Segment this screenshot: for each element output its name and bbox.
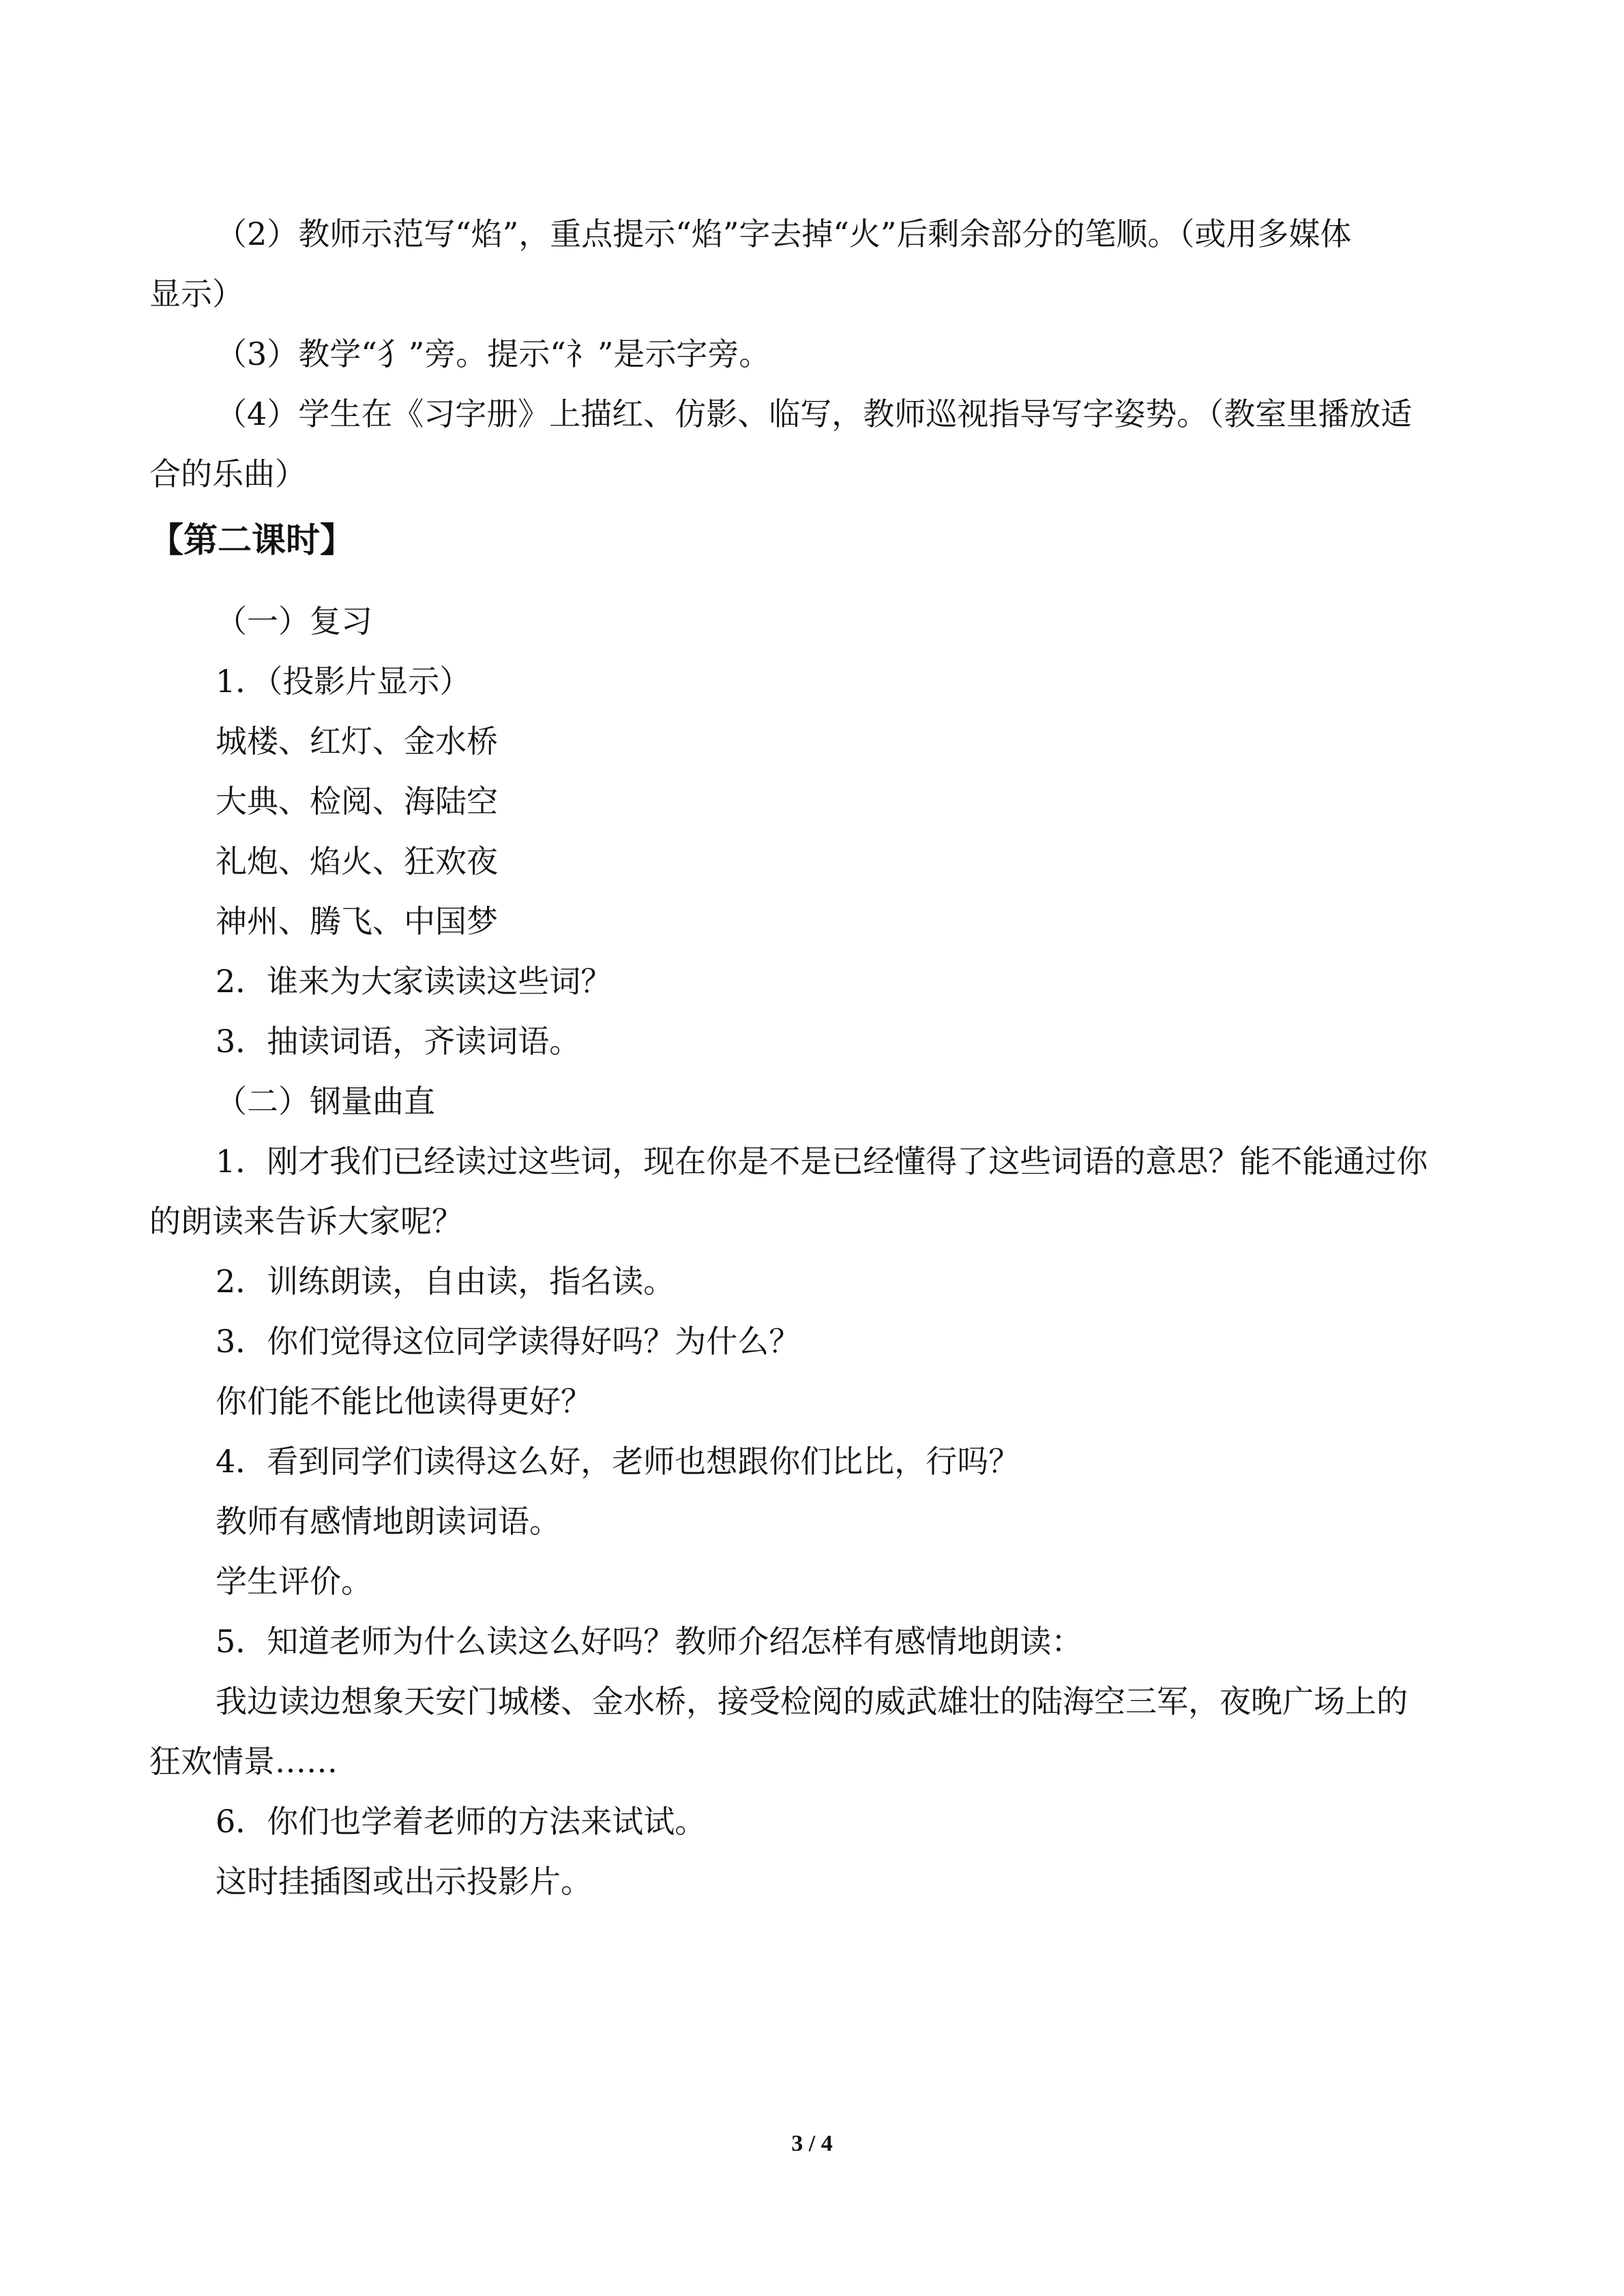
paragraph-line: 城楼、红灯、金水桥 [216,723,498,760]
paragraph-line: （3）教学“犭”旁。提示“礻”是示字旁。 [216,336,771,372]
paragraph-line: 礼炮、焰火、狂欢夜 [216,843,498,880]
paragraph-line: 6．你们也学着老师的方法来试试。 [216,1803,707,1840]
section-heading: 【第二课时】 [149,520,354,560]
paragraph-line: 狂欢情景…… [149,1743,338,1780]
paragraph-line: 3．你们觉得这位同学读得好吗？为什么？ [216,1323,801,1360]
paragraph-line: 学生评价。 [216,1563,372,1600]
paragraph-line: 显示） [149,275,243,312]
paragraph-line: （2）教师示范写“焰”，重点提示“焰”字去掉“火”后剩余部分的笔顺。（或用多媒体 [216,215,1352,252]
paragraph-line: 3．抽读词语，齐读词语。 [216,1023,581,1060]
paragraph-line: （4）学生在《习字册》上描红、仿影、临写，教师巡视指导写字姿势。（教室里播放适 [216,396,1413,432]
paragraph-line: 4．看到同学们读得这么好，老师也想跟你们比比，行吗？ [216,1443,1020,1480]
paragraph-line: 教师有感情地朗读词语。 [216,1503,561,1540]
paragraph-line: 1．（投影片显示） [216,663,471,700]
paragraph-line: 我边读边想象天安门城楼、金水桥，接受检阅的威武雄壮的陆海空三军，夜晚广场上的 [216,1683,1408,1720]
paragraph-line: 神州、腾飞、中国梦 [216,903,498,940]
paragraph-line: 5．知道老师为什么读这么好吗？教师介绍怎样有感情地朗读： [216,1623,1083,1660]
paragraph-line: 2．训练朗读，自由读，指名读。 [216,1263,675,1300]
paragraph-line: 这时挂插图或出示投影片。 [216,1863,592,1900]
paragraph-line: （一）复习 [216,603,372,640]
paragraph-line: 大典、检阅、海陆空 [216,783,498,820]
paragraph-line: 1．刚才我们已经读过这些词，现在你是不是已经懂得了这些词语的意思？能不能通过你 [216,1143,1428,1180]
paragraph-line: 2．谁来为大家读读这些词？ [216,963,612,1000]
page-number: 3 / 4 [791,2131,833,2156]
paragraph-line: 你们能不能比他读得更好？ [216,1383,592,1420]
paragraph-line: 的朗读来告诉大家呢？ [149,1203,463,1240]
paragraph-line: （二）钢量曲直 [216,1083,435,1120]
paragraph-line: 合的乐曲） [149,456,306,492]
